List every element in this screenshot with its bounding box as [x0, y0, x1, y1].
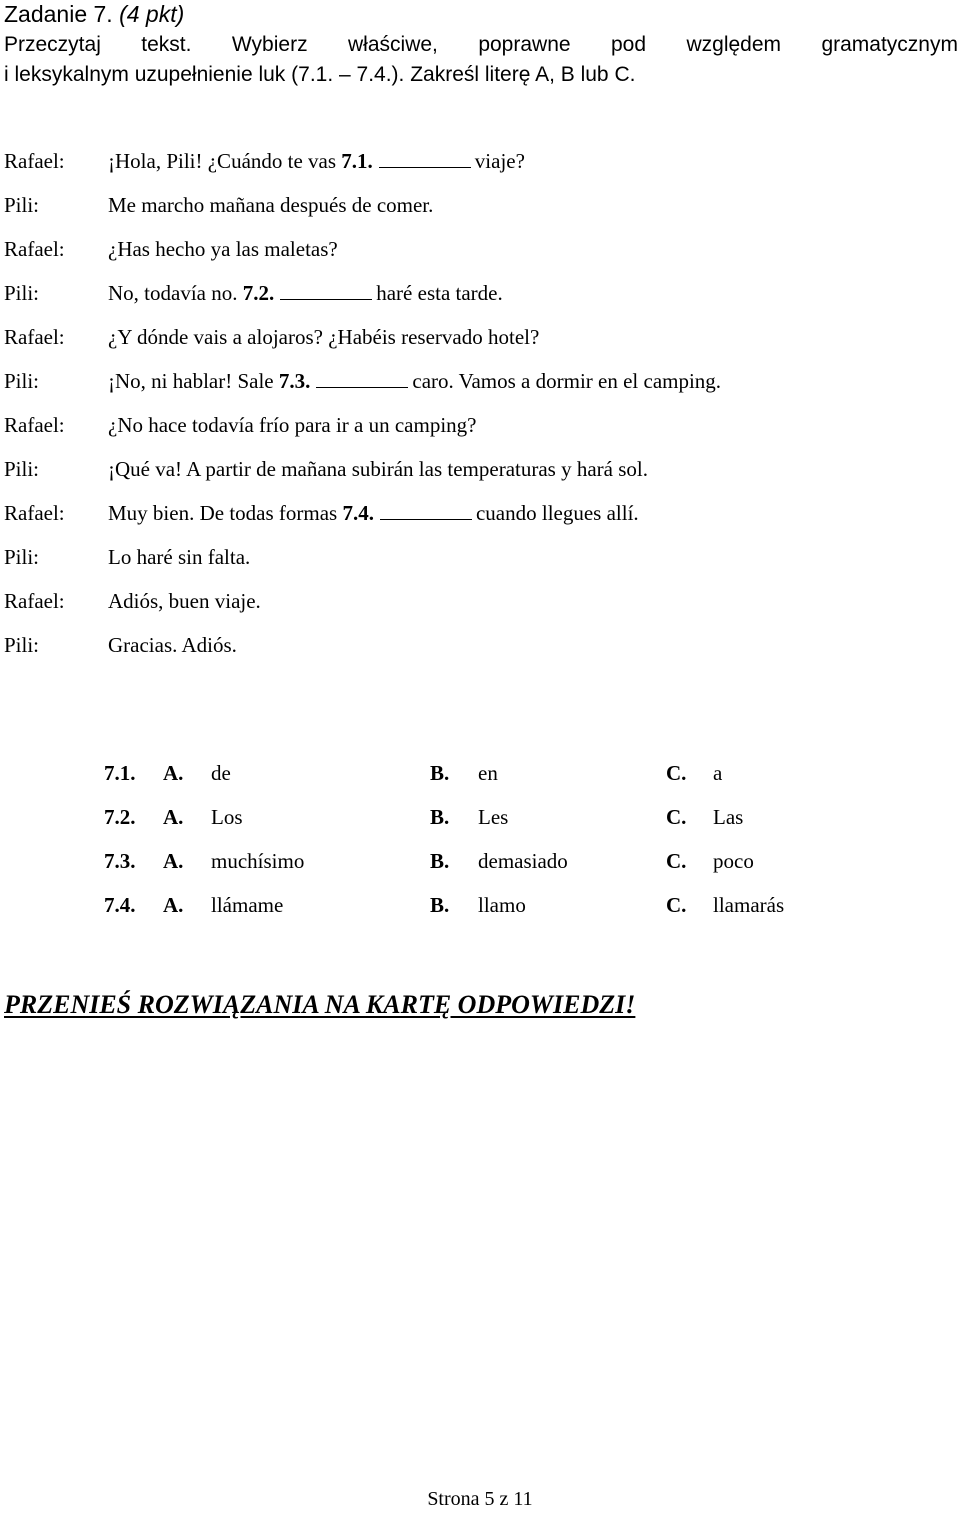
- utterance-text-after: viaje?: [474, 149, 525, 173]
- utterance-text: ¡No, ni hablar! Sale: [108, 369, 274, 393]
- closing-instruction: PRZENIEŚ ROZWIĄZANIA NA KARTĘ ODPOWIEDZI!: [4, 990, 636, 1019]
- option-a-letter[interactable]: A.: [163, 761, 184, 785]
- option-b-text[interactable]: demasiado: [478, 849, 568, 873]
- gap-blank: [316, 369, 408, 388]
- instruction-word: względem: [686, 33, 782, 56]
- option-c-letter[interactable]: C.: [666, 849, 687, 873]
- instruction-word: poprawne: [478, 33, 571, 56]
- utterance: Lo haré sin falta.: [108, 545, 251, 569]
- gap-number: 7.4.: [342, 501, 374, 525]
- utterance: [108, 366, 721, 396]
- instruction-word: gramatycznym: [821, 33, 958, 56]
- option-c-letter[interactable]: C.: [666, 805, 687, 829]
- task-points: (4 pkt): [119, 1, 185, 27]
- task-title: [4, 0, 184, 28]
- speaker: Pili:: [4, 369, 40, 393]
- option-number: 7.2.: [104, 805, 136, 829]
- option-c-text[interactable]: llamarás: [713, 893, 785, 917]
- task-number: Zadanie 7.: [4, 1, 113, 27]
- instruction-word: tekst.: [141, 33, 192, 56]
- utterance: [108, 146, 525, 176]
- option-b-text[interactable]: Les: [478, 805, 509, 829]
- gap-blank: [379, 149, 471, 168]
- instruction-line-2: i leksykalnym uzupełnienie luk (7.1. – 7.4.). Zakreśl literę A, B lub C.: [4, 63, 636, 86]
- gap-blank: [280, 281, 372, 300]
- speaker: Rafael:: [4, 589, 65, 613]
- speaker: Pili:: [4, 457, 40, 481]
- instruction-word: właściwe,: [348, 33, 438, 56]
- speaker: Rafael:: [4, 501, 65, 525]
- option-a-text[interactable]: de: [211, 761, 231, 785]
- option-c-text[interactable]: Las: [713, 805, 744, 829]
- utterance: ¿Y dónde vais a alojaros? ¿Habéis reservado hotel?: [108, 325, 540, 349]
- utterance: ¿Has hecho ya las maletas?: [108, 237, 338, 261]
- speaker: Pili:: [4, 281, 40, 305]
- gap-number: 7.1.: [341, 149, 373, 173]
- utterance-text-after: haré esta tarde.: [376, 281, 503, 305]
- option-b-letter[interactable]: B.: [430, 893, 450, 917]
- speaker: Rafael:: [4, 149, 65, 173]
- speaker: Pili:: [4, 633, 40, 657]
- speaker: Rafael:: [4, 237, 65, 261]
- option-c-text[interactable]: a: [713, 761, 723, 785]
- speaker: Pili:: [4, 545, 40, 569]
- gap-number: 7.3.: [278, 369, 311, 393]
- utterance: [108, 278, 503, 308]
- speaker: Rafael:: [4, 325, 65, 349]
- speaker: Rafael:: [4, 413, 65, 437]
- option-b-letter[interactable]: B.: [430, 849, 450, 873]
- utterance: Adiós, buen viaje.: [108, 589, 261, 613]
- option-b-text[interactable]: llamo: [478, 893, 526, 917]
- option-a-text[interactable]: llámame: [211, 893, 284, 917]
- gap-blank: [380, 501, 472, 520]
- option-c-text[interactable]: poco: [713, 849, 754, 873]
- option-number: 7.1.: [104, 761, 136, 785]
- option-a-letter[interactable]: A.: [163, 849, 184, 873]
- utterance-text: ¡Hola, Pili! ¿Cuándo te vas: [108, 149, 337, 173]
- option-a-text[interactable]: Los: [211, 805, 243, 829]
- page-number: Strona 5 z 11: [427, 1488, 533, 1510]
- utterance: ¡Qué va! A partir de mañana subirán las temperaturas y hará sol.: [108, 457, 648, 481]
- utterance: Gracias. Adiós.: [108, 633, 237, 657]
- option-a-text[interactable]: muchísimo: [211, 849, 305, 873]
- option-b-letter[interactable]: B.: [430, 761, 450, 785]
- instruction-word: Wybierz: [231, 33, 308, 56]
- instruction-line-1: [4, 31, 958, 59]
- utterance: ¿No hace todavía frío para ir a un camping?: [108, 413, 477, 437]
- option-number: 7.3.: [104, 849, 136, 873]
- utterance-text: No, todavía no.: [108, 281, 238, 305]
- speaker: Pili:: [4, 193, 40, 217]
- option-b-letter[interactable]: B.: [430, 805, 450, 829]
- utterance-text-after: caro. Vamos a dormir en el camping.: [412, 369, 722, 393]
- option-number: 7.4.: [104, 893, 136, 917]
- option-b-text[interactable]: en: [478, 761, 498, 785]
- option-c-letter[interactable]: C.: [666, 761, 687, 785]
- option-a-letter[interactable]: A.: [163, 805, 184, 829]
- utterance: Me marcho mañana después de comer.: [108, 193, 434, 217]
- option-c-letter[interactable]: C.: [666, 893, 687, 917]
- gap-number: 7.2.: [242, 281, 275, 305]
- utterance-text: Muy bien. De todas formas: [108, 501, 338, 525]
- option-a-letter[interactable]: A.: [163, 893, 184, 917]
- utterance: [108, 498, 639, 528]
- utterance-text-after: cuando llegues allí.: [475, 501, 639, 525]
- instruction-word: pod: [610, 33, 647, 56]
- instruction-word: Przeczytaj: [4, 33, 101, 56]
